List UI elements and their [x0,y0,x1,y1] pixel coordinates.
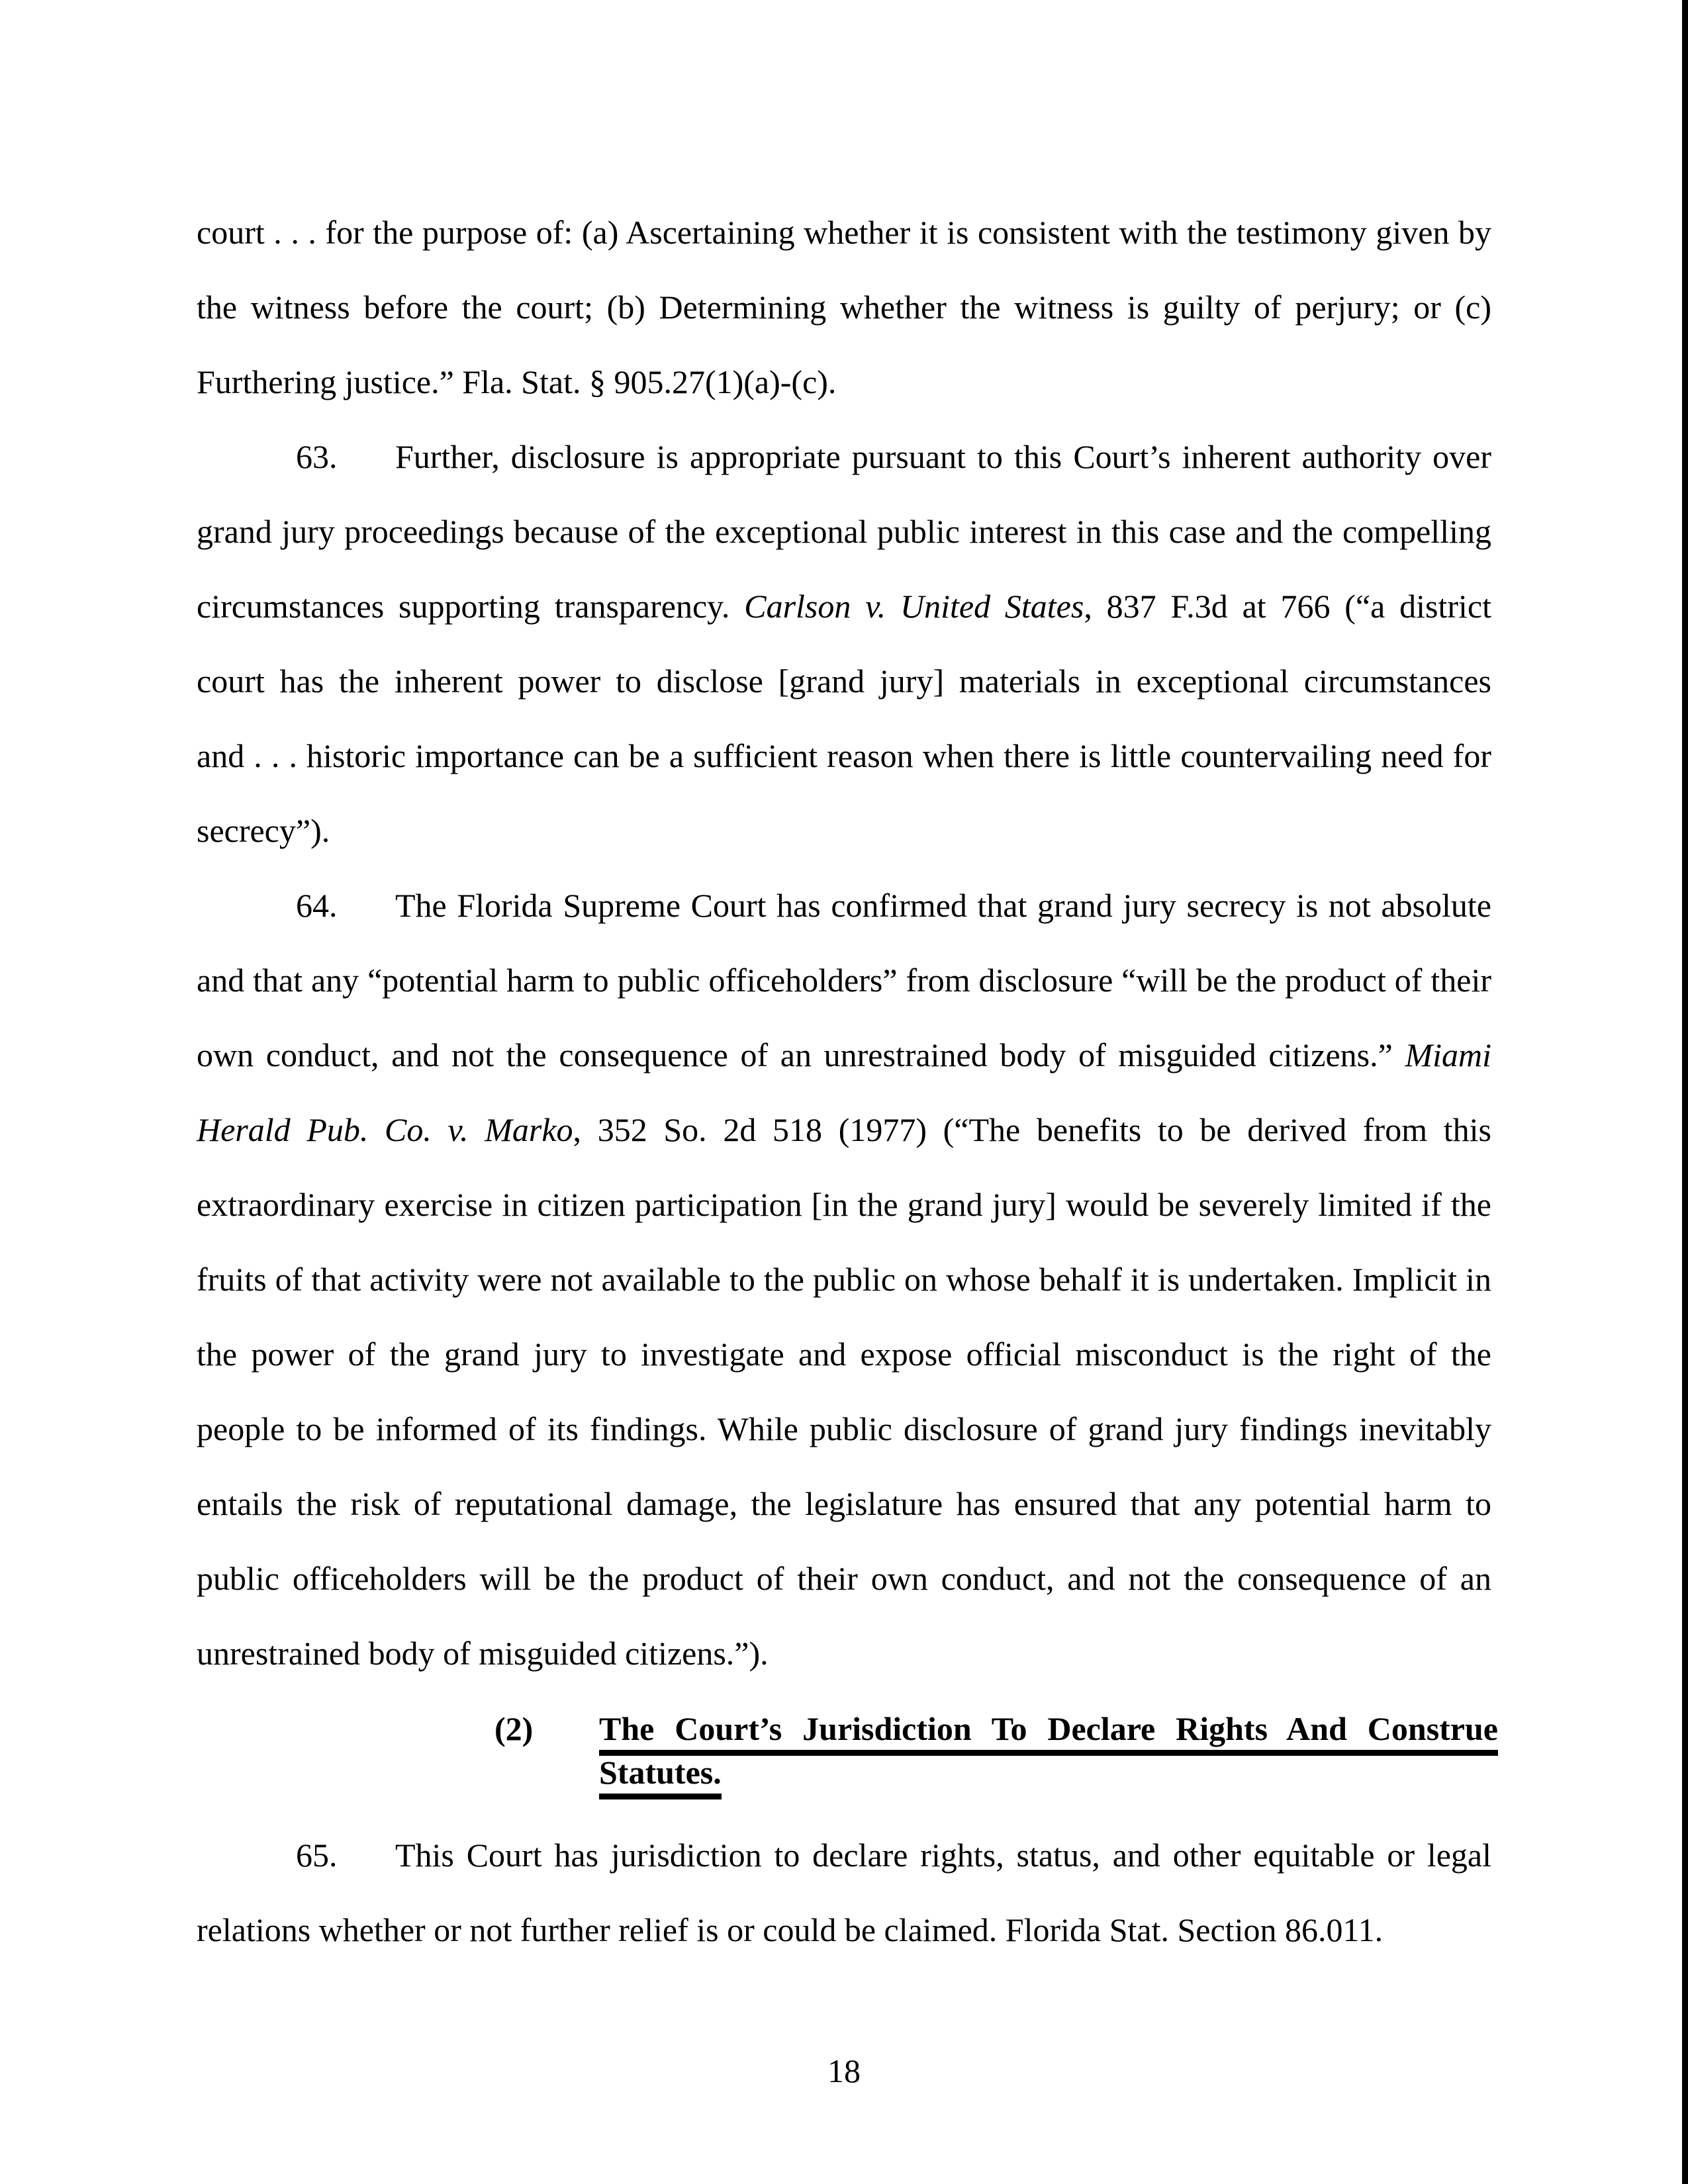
paragraph-64-text: The Florida Supreme Court has confirmed that grand jury secrecy is not absolute and that any “potential harm to public officeholders” from disclosure “will be the product of their own conduct, and not the consequence of an unrestrained body of misguided citizens.” [197,887,1491,1073]
body-text [197,195,1498,1968]
paragraph-continuation-text: court . . . for the purpose of: (a) Ascertaining whether it is consistent with the testimony given by the witness before the court; (b) Determining whether the witness is guilty of perjury; or (c) Furthering justice.” Fla. Stat. § 905.27(1)(a)-(c). [197,214,1491,400]
paragraph-64 [197,868,1491,1691]
paragraph-65-text: This Court has jurisdiction to declare rights, status, and other equitable or legal relations whether or not further relief is or could be claimed. Florida Stat. Section 86.011. [197,1837,1491,1948]
paragraph-63-text-cont: , 837 F.3d at 766 (“a district court has the inherent power to disclose [grand jury] materials in exceptional circumstances and . . . historic importance can be a sufficient reason when there is little countervailing need for secrecy”). [197,588,1492,849]
section-heading-line-1: The Court’s Jurisdiction To Declare Rights And Construe [599,1707,1498,1751]
paragraph-63 [197,420,1491,868]
paragraph-continuation [197,195,1491,420]
para-number-64: 64. [296,887,338,924]
case-citation-miami-herald: Miami Herald Pub. Co. v. Marko [197,1036,1491,1148]
paragraph-63-text: Further, disclosure is appropriate pursuant to this Court’s inherent authority over grand jury proceedings because of the exceptional public interest in this case and the compelling circumstances supporting transparency. [197,438,1491,625]
para-number-63: 63. [296,438,338,475]
section-heading-line-2: Statutes. [599,1751,1498,1794]
section-heading-text [599,1707,1498,1794]
paragraph-65 [197,1818,1491,1968]
section-heading-number: (2) [494,1710,534,1747]
scan-edge-artifact [1682,0,1688,2184]
page-number: 18 [827,2052,861,2089]
para-number-65: 65. [296,1837,338,1874]
case-citation-carlson: Carlson v. United States [744,588,1084,625]
paragraph-64-text-cont: , 352 So. 2d 518 (1977) (“The benefits to be derived from this extraordinary exercise in citizen participation [in the grand jury] would be severely limited if the fruits of that activity were not available to the public on whose behalf it is undertaken. Implicit in the power of the grand jury to investigate and expose official misconduct is the right of the people to be informed of its findings. While public disclosure of grand jury findings inevitably entails the risk of reputational damage, the legislature has ensured that any potential harm to public officeholders will be the product of their own conduct, and not the consequence of an unrestrained body of misguided citizens.”). [197,1111,1491,1672]
section-heading [197,1707,1498,1794]
